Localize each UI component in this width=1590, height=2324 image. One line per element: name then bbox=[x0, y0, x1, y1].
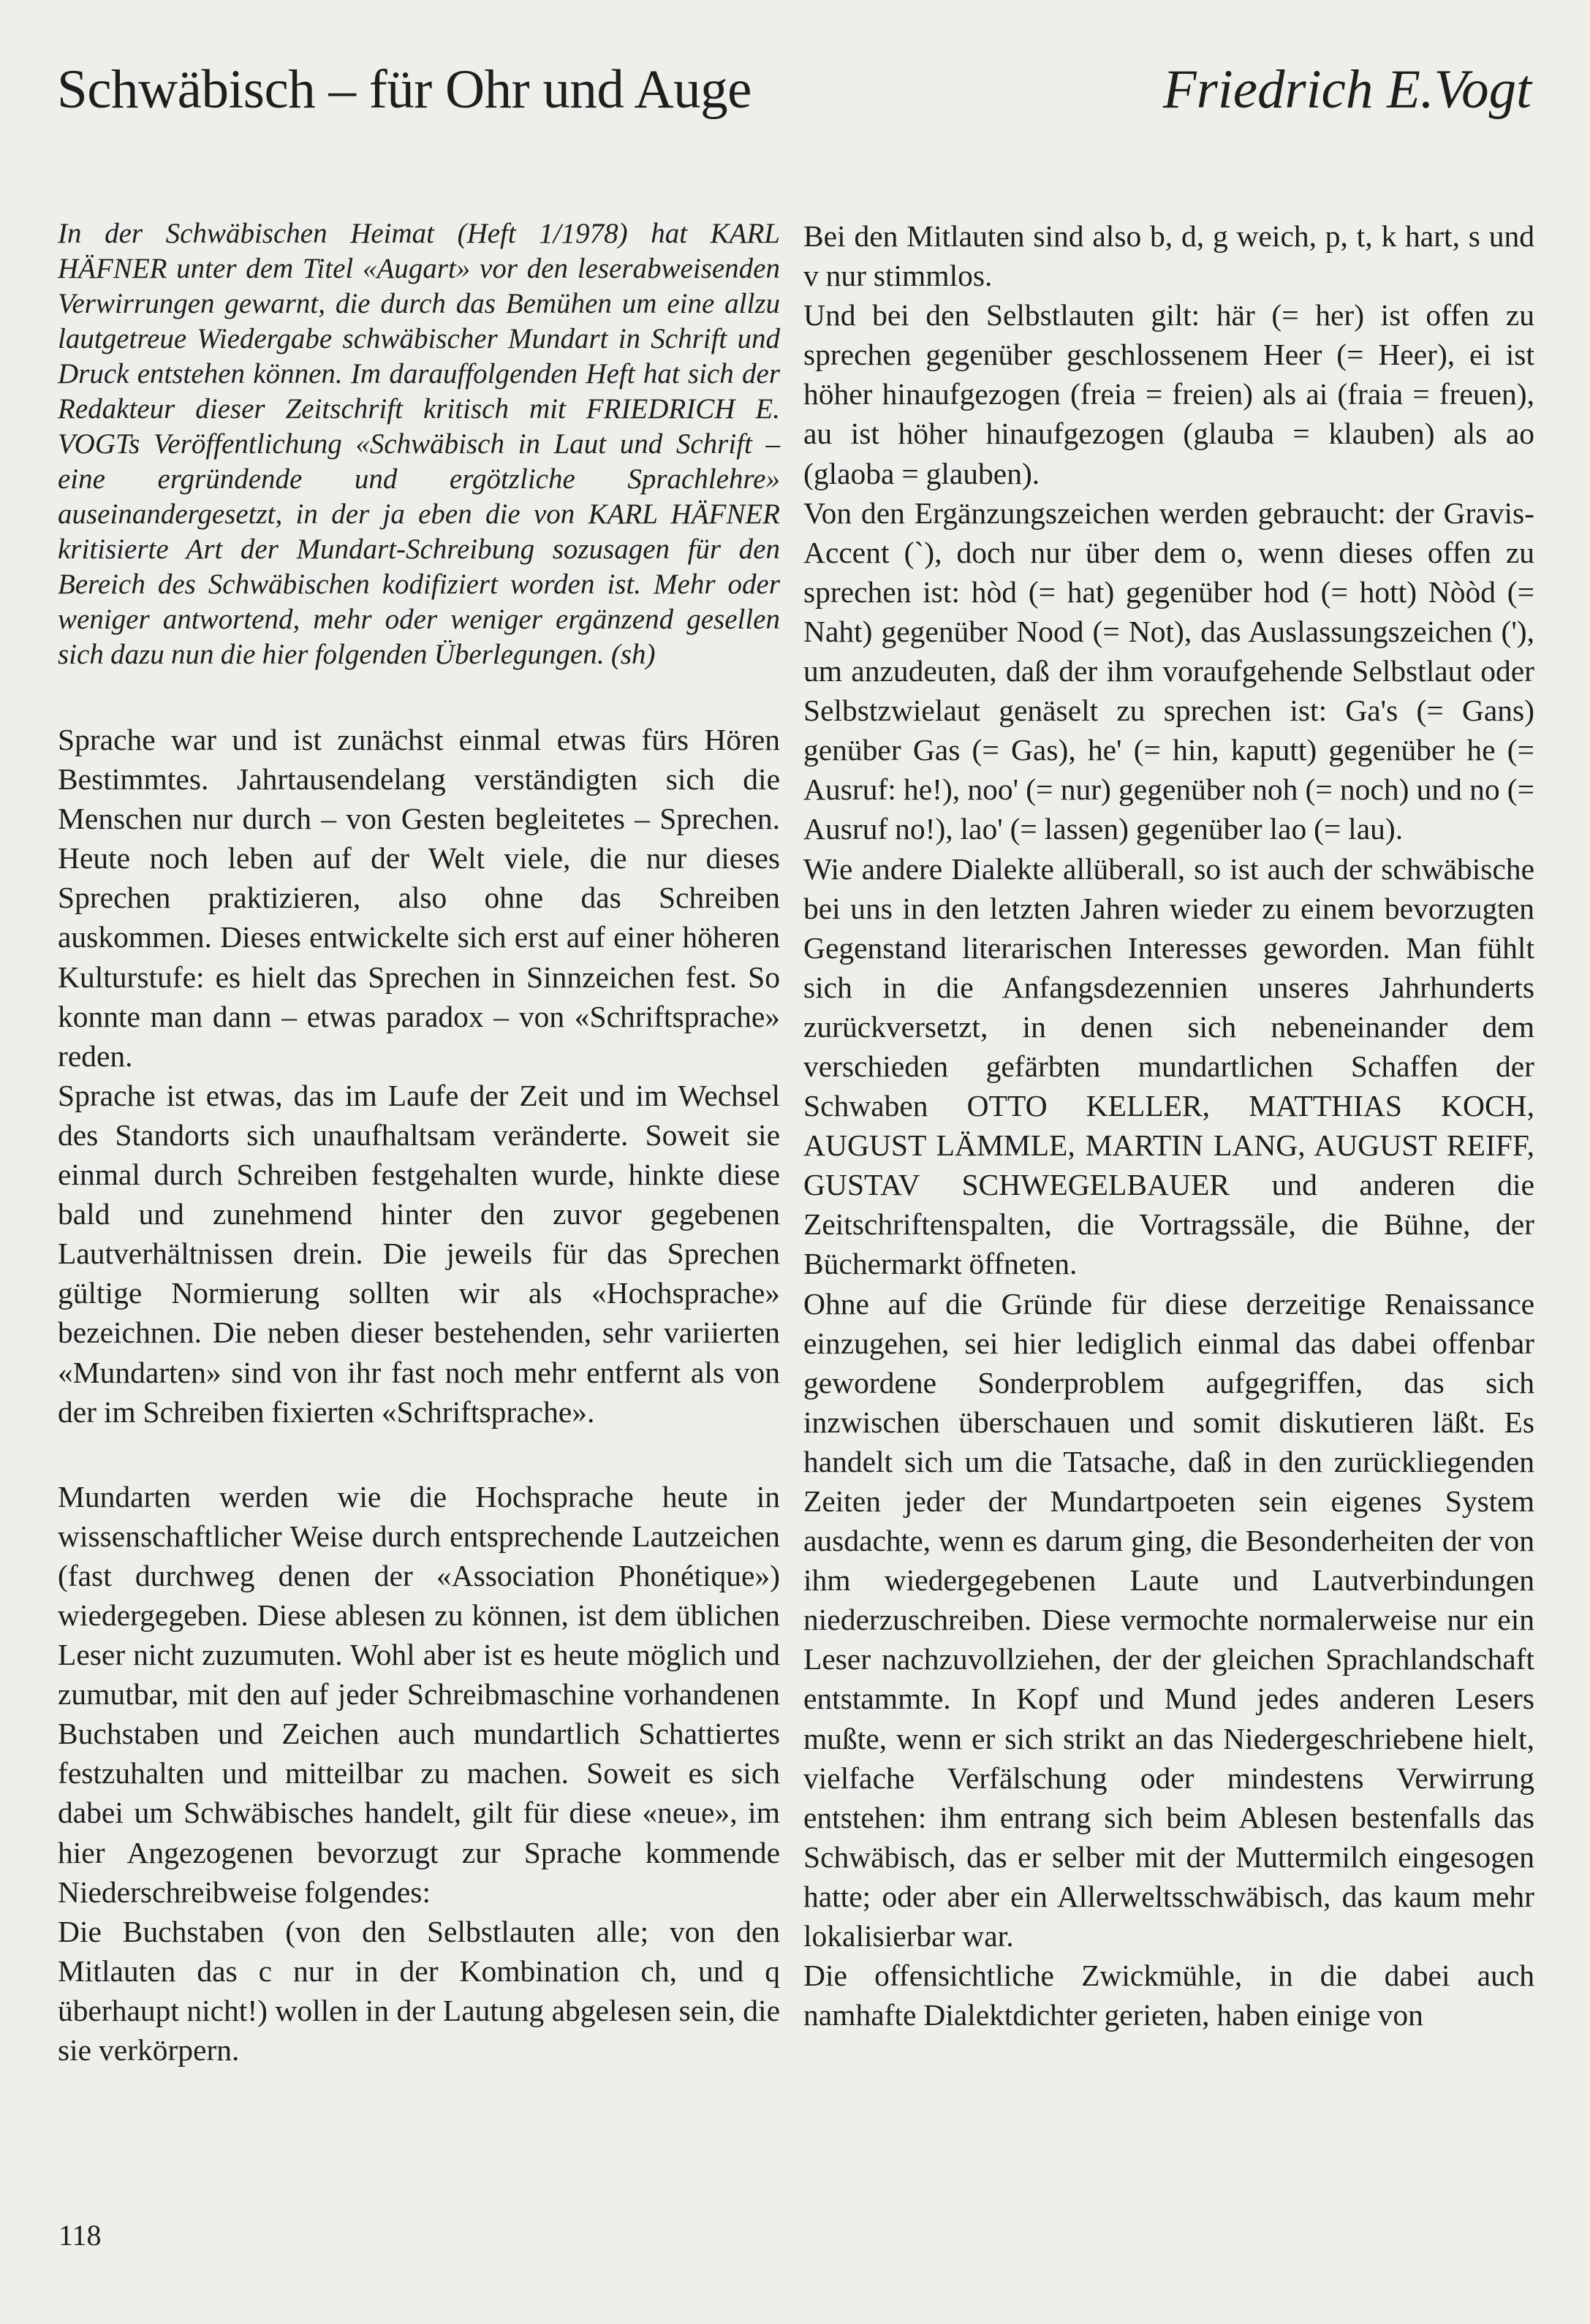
page-number: 118 bbox=[58, 2219, 102, 2252]
article-title: Schwäbisch – für Ohr und Auge bbox=[57, 59, 752, 120]
paragraph: Von den Ergänzungszeichen werden gebraucht: der Gravis-Accent (`), doch nur über dem o, wenn dieses offen zu sprechen ist: hòd (= hat) gegenüber hod (= hott) Nòòd (= Naht) gegenüber Nood (= Not), das Auslassungszeichen ('), um anzudeuten, daß der ihm voraufgehende Selbstlaut oder Selbstzwielaut genäselt zu sprechen ist: Ga's (= Gans) genüber Gas (= Gas), he' (= hin, kaputt) gegenüber he (= Ausruf: he!), noo' (= nur) gegenüber noh (= noch) und no (= Ausruf no!), lao' (= lassen) gegenüber lao (= lau). bbox=[803, 495, 1534, 846]
paragraph: Wie andere Dialekte allüberall, so ist auch der schwäbische bei uns in den letzten Jahren wieder zu einem bevorzugten Gegenstand literarischen Interesses geworden. Man fühlt sich in die Anfangsdezennien unseres Jahrhunderts zurückversetzt, in denen sich nebeneinander dem verschieden gefärbten mundartlichen Schaffen der Schwaben OTTO KELLER, MATTHIAS KOCH, AUGUST LÄMMLE, MARTIN LANG, AUGUST REIFF, GUSTAV SCHWEGELBAUER und anderen die Zeitschriftenspalten, die Vortragssäle, die Bühne, der Büchermarkt öffneten. bbox=[803, 851, 1534, 1281]
left-column bbox=[58, 216, 780, 2070]
right-column bbox=[803, 216, 1534, 2035]
paragraph: Ohne auf die Gründe für diese derzeitige Renaissance einzugehen, sei hier lediglich einmal das dabei offenbar gewordene Sonderproblem aufgegriffen, das sich inzwischen überschauen und somit diskutieren läßt. Es handelt sich um die Tatsache, daß in den zurückliegenden Zeiten jeder der Mundartpoeten sein eigenes System ausdachte, wenn es darum ging, die Besonderheiten der von ihm wiedergegebenen Laute und Lautverbindungen niederzuschreiben. Diese vermochte normalerweise nur ein Leser nachzuvollziehen, der der gleichen Sprachlandschaft entstammte. In Kopf und Mund jedes anderen Lesers mußte, wenn er sich strikt an das Niedergeschriebene hielt, vielfache Verfälschung oder mindestens Verwirrung entstehen: ihm entrang sich beim Ablesen bestenfalls das Schwäbisch, das er selber mit der Muttermilch eingesogen hatte; oder aber ein Allerweltsschwäbisch, das kaum mehr lokalisierbar war. bbox=[803, 1286, 1534, 1953]
paragraph: Mundarten werden wie die Hochsprache heute in wissenschaftlicher Weise durch entsprechende Lautzeichen (fast durchweg denen der «Association Phonétique») wiedergegeben. Diese ablesen zu können, ist dem üblichen Leser nicht zuzumuten. Wohl aber ist es heute möglich und zumutbar, mit den auf jeder Schreibmaschine vorhandenen Buchstaben und Zeichen auch mundartlich Schattiertes festzuhalten und mitteilbar zu machen. Soweit es sich dabei um Schwäbisches handelt, gilt für diese «neue», im hier Angezogenen bevorzugt zur Sprache kommende Niederschreibweise folgendes: bbox=[58, 1479, 780, 1909]
paragraph: Sprache ist etwas, das im Laufe der Zeit und im Wechsel des Standorts sich unaufhaltsam veränderte. Soweit sie einmal durch Schreiben festgehalten wurde, hinkte diese bald und zunehmend hinter den zuvor gegebenen Lautverhältnissen drein. Die jeweils für das Sprechen gültige Normierung sollten wir als «Hochsprache» bezeichnen. Die neben dieser bestehenden, sehr variierten «Mundarten» sind von ihr fast noch mehr entfernt als von der im Schreiben fixierten «Schriftsprache». bbox=[58, 1078, 780, 1429]
paragraph: Bei den Mitlauten sind also b, d, g weich, p, t, k hart, s und v nur stimmlos. bbox=[803, 219, 1534, 293]
paragraph: Sprache war und ist zunächst einmal etwas fürs Hören Bestimmtes. Jahrtausendelang verständigten sich die Menschen nur durch – von Gesten begleitetes – Sprechen. Heute noch leben auf der Welt viele, die nur dieses Sprechen praktizieren, also ohne das Schreiben auskommen. Dieses entwickelte sich erst auf einer höheren Kulturstufe: es hielt das Sprechen in Sinnzeichen fest. So konnte man dann – etwas paradox – von «Schriftsprache» reden. bbox=[58, 723, 780, 1073]
paragraph: Die offensichtliche Zwickmühle, in die dabei auch namhafte Dialektdichter gerieten, haben einige von bbox=[803, 1959, 1534, 2032]
paragraph: Und bei den Selbstlauten gilt: här (= her) ist offen zu sprechen gegenüber geschlossenem Heer (= Heer), ei ist höher hinaufgezogen (freia = freien) als ai (fraia = freuen), au ist höher hinaufgezogen (glauba = klauben) als ao (glaoba = glauben). bbox=[803, 298, 1534, 490]
paragraph: Die Buchstaben (von den Selbstlauten alle; von den Mitlauten das c nur in der Kombination ch, und q überhaupt nicht!) wollen in der Lautung abgelesen sein, die sie verkörpern. bbox=[58, 1914, 780, 2067]
article-author: Friedrich E.Vogt bbox=[1162, 59, 1532, 120]
editorial-intro: In der Schwäbischen Heimat (Heft 1/1978) hat KARL HÄFNER unter dem Titel «Augart» vor den leserabweisenden Verwirrungen gewarnt, die durch das Bemühen um eine allzu lautgetreue Wiedergabe schwäbischer Mundart in Schrift und Druck entstehen können. Im darauffolgenden Heft hat sich der Redakteur dieser Zeitschrift kritisch mit FRIEDRICH E. VOGTs Veröffentlichung «Schwäbisch in Laut und Schrift – eine ergründende und ergötzliche Sprachlehre» auseinandergesetzt, in der ja eben die von KARL HÄFNER kritisierte Art der Mundart-Schreibung sozusagen für den Bereich des Schwäbischen kodifiziert worden ist. Mehr oder weniger antwortend, mehr oder weniger ergänzend gesellen sich dazu nun die hier folgenden Überlegungen. (sh) bbox=[58, 218, 780, 670]
